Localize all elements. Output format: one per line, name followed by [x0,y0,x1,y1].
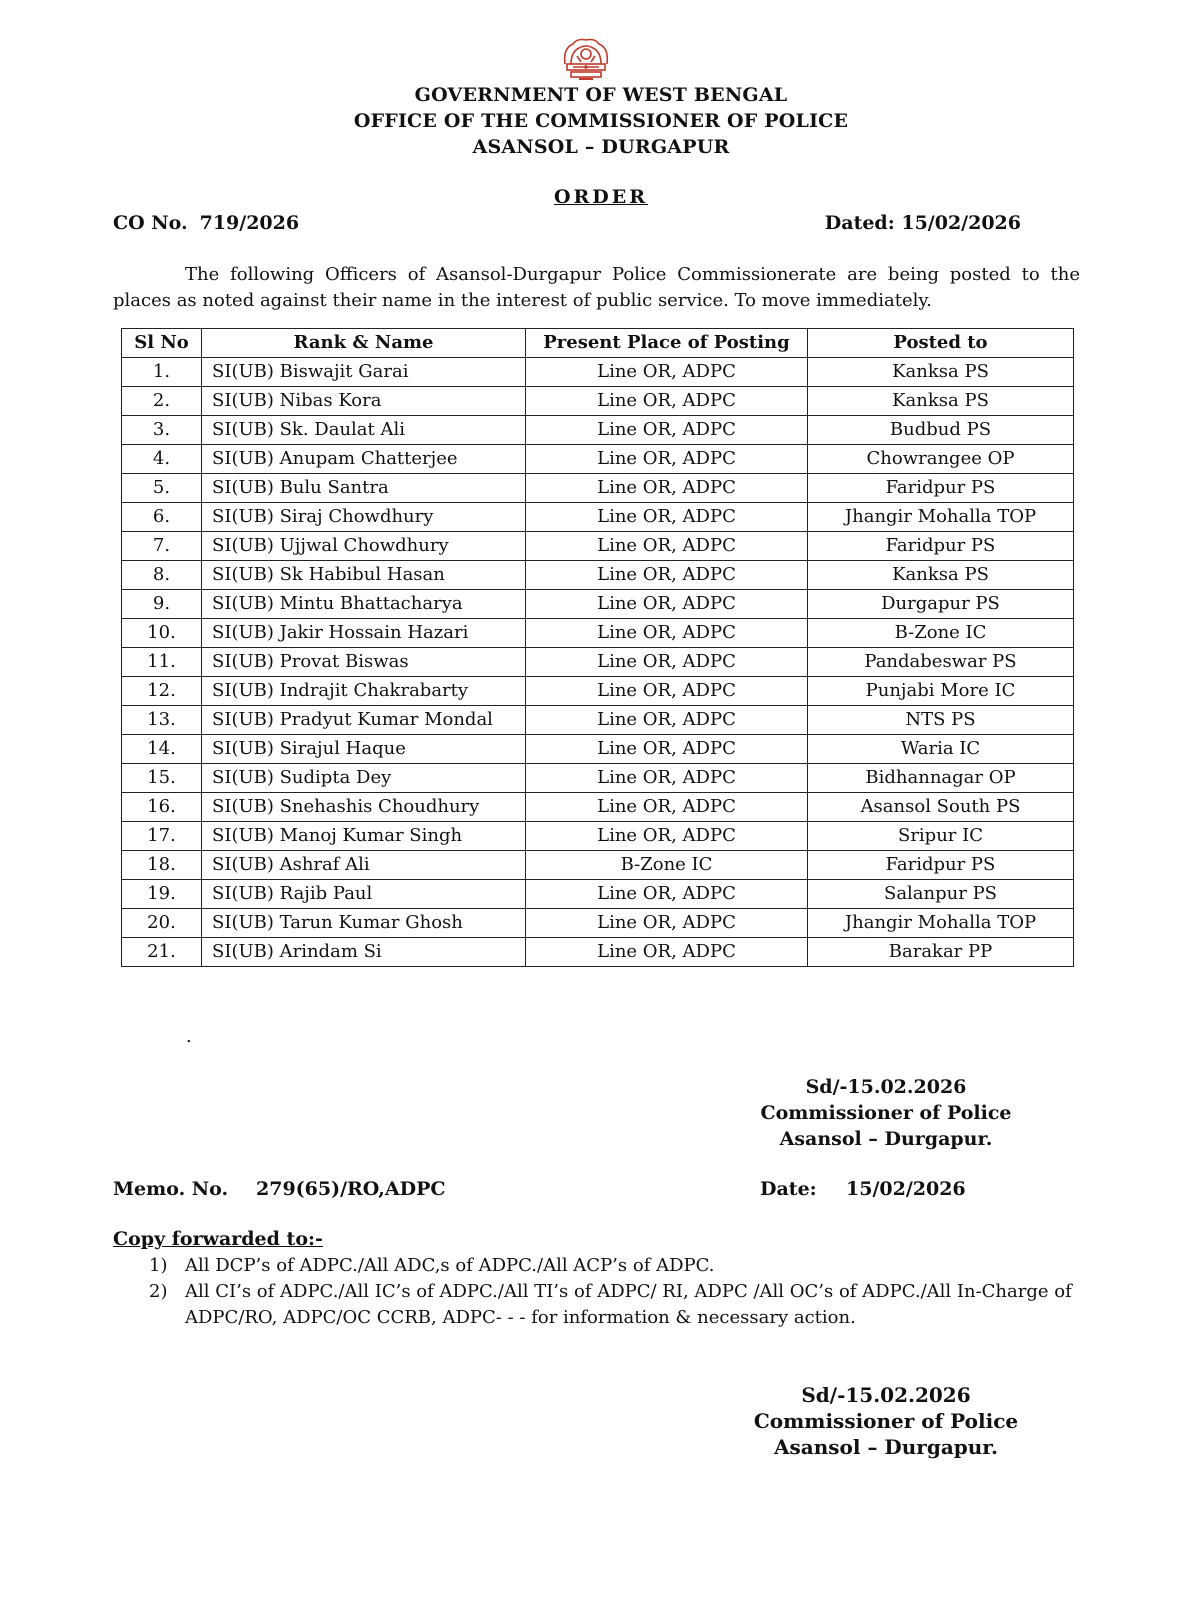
row-present-posting: Line OR, ADPC [526,387,808,416]
postings-table [121,328,1074,967]
list-item-number: 1) [149,1255,168,1276]
row-posted-to: Faridpur PS [808,532,1074,561]
row-rank-name: SI(UB) Sk. Daulat Ali [202,416,526,445]
row-posted-to: Kanksa PS [808,387,1074,416]
table-row [122,503,1074,532]
row-present-posting: Line OR, ADPC [526,648,808,677]
row-rank-name: SI(UB) Manoj Kumar Singh [202,822,526,851]
table-header-row [122,329,1074,358]
table-row [122,793,1074,822]
table-row [122,677,1074,706]
row-rank-name: SI(UB) Indrajit Chakrabarty [202,677,526,706]
row-rank-name: SI(UB) Nibas Kora [202,387,526,416]
table-row [122,851,1074,880]
row-rank-name: SI(UB) Siraj Chowdhury [202,503,526,532]
row-sl-no: 19. [122,880,202,909]
row-posted-to: Sripur IC [808,822,1074,851]
row-sl-no: 10. [122,619,202,648]
row-rank-name: SI(UB) Mintu Bhattacharya [202,590,526,619]
signature-block-2 [736,1382,1036,1460]
row-rank-name: SI(UB) Sudipta Dey [202,764,526,793]
table-row [122,387,1074,416]
table-row [122,590,1074,619]
row-rank-name: SI(UB) Ujjwal Chowdhury [202,532,526,561]
signature-office: Asansol – Durgapur. [779,1128,993,1150]
row-posted-to: NTS PS [808,706,1074,735]
row-rank-name: SI(UB) Jakir Hossain Hazari [202,619,526,648]
row-posted-to: Punjabi More IC [808,677,1074,706]
header-line-1: GOVERNMENT OF WEST BENGAL [414,84,788,106]
row-present-posting: Line OR, ADPC [526,706,808,735]
row-present-posting: Line OR, ADPC [526,590,808,619]
memo-line [113,1178,993,1200]
row-sl-no: 8. [122,561,202,590]
row-rank-name: SI(UB) Anupam Chatterjee [202,445,526,474]
table-row [122,706,1074,735]
table-row [122,532,1074,561]
row-present-posting: Line OR, ADPC [526,474,808,503]
memo-date: 15/02/2026 [846,1178,966,1200]
table-row [122,909,1074,938]
memo-number: 279(65)/RO,ADPC [256,1178,446,1200]
row-sl-no: 15. [122,764,202,793]
row-sl-no: 12. [122,677,202,706]
row-posted-to: Kanksa PS [808,358,1074,387]
signature-date: Sd/-15.02.2026 [805,1076,967,1098]
row-sl-no: 11. [122,648,202,677]
table-row [122,619,1074,648]
row-posted-to: Chowrangee OP [808,445,1074,474]
row-posted-to: Salanpur PS [808,880,1074,909]
row-rank-name: SI(UB) Arindam Si [202,938,526,967]
list-item-text: All DCP’s of ADPC./All ADC,s of ADPC./All ACP’s of ADPC. [185,1255,715,1276]
list-item [113,1279,1080,1331]
row-present-posting: B-Zone IC [526,851,808,880]
row-posted-to: Durgapur PS [808,590,1074,619]
table-row [122,735,1074,764]
row-posted-to: Budbud PS [808,416,1074,445]
row-posted-to: Bidhannagar OP [808,764,1074,793]
row-sl-no: 5. [122,474,202,503]
row-sl-no: 17. [122,822,202,851]
row-sl-no: 18. [122,851,202,880]
list-item [113,1253,1080,1279]
row-sl-no: 20. [122,909,202,938]
row-rank-name: SI(UB) Pradyut Kumar Mondal [202,706,526,735]
co-number-line [113,212,1021,234]
row-rank-name: SI(UB) Tarun Kumar Ghosh [202,909,526,938]
row-rank-name: SI(UB) Sk Habibul Hasan [202,561,526,590]
row-sl-no: 3. [122,416,202,445]
row-sl-no: 6. [122,503,202,532]
row-rank-name: SI(UB) Ashraf Ali [202,851,526,880]
table-row [122,648,1074,677]
table-row [122,561,1074,590]
row-sl-no: 21. [122,938,202,967]
table-row [122,474,1074,503]
copy-forwarded-heading: Copy forwarded to:- [113,1228,323,1250]
memo-label: Memo. No. [113,1178,229,1200]
row-rank-name: SI(UB) Bulu Santra [202,474,526,503]
signature-date: Sd/-15.02.2026 [801,1383,971,1407]
row-posted-to: Barakar PP [808,938,1074,967]
row-present-posting: Line OR, ADPC [526,793,808,822]
row-sl-no: 14. [122,735,202,764]
table-row [122,358,1074,387]
row-sl-no: 9. [122,590,202,619]
row-posted-to: Waria IC [808,735,1074,764]
row-posted-to: B-Zone IC [808,619,1074,648]
row-present-posting: Line OR, ADPC [526,735,808,764]
list-item-text: All CI’s of ADPC./All IC’s of ADPC./All TI’s of ADPC/ RI, ADPC /All OC’s of ADPC./All In-Charge of ADPC/RO, ADPC/OC CCRB, ADPC- - - for information & necessary action. [185,1281,1072,1328]
row-present-posting: Line OR, ADPC [526,503,808,532]
copy-forwarded-list [113,1253,1080,1331]
col-present-posting: Present Place of Posting [526,329,808,358]
memo-date-label: Date: [760,1178,817,1200]
signature-designation: Commissioner of Police [760,1102,1012,1124]
row-present-posting: Line OR, ADPC [526,358,808,387]
row-present-posting: Line OR, ADPC [526,909,808,938]
header-line-2: OFFICE OF THE COMMISSIONER OF POLICE [353,110,849,132]
state-emblem-icon [555,34,617,82]
row-rank-name: SI(UB) Biswajit Garai [202,358,526,387]
row-sl-no: 7. [122,532,202,561]
row-posted-to: Asansol South PS [808,793,1074,822]
row-present-posting: Line OR, ADPC [526,561,808,590]
list-item-number: 2) [149,1281,168,1302]
row-present-posting: Line OR, ADPC [526,532,808,561]
row-rank-name: SI(UB) Provat Biswas [202,648,526,677]
row-posted-to: Jhangir Mohalla TOP [808,503,1074,532]
table-row [122,445,1074,474]
signature-designation: Commissioner of Police [753,1409,1019,1433]
row-present-posting: Line OR, ADPC [526,445,808,474]
row-present-posting: Line OR, ADPC [526,880,808,909]
intro-paragraph: The following Officers of Asansol-Durgapur Police Commissionerate are being posted to the places as noted against their name in the interest of public service. To move immediately. [113,264,1080,311]
col-sl-no: Sl No [122,329,202,358]
row-rank-name: SI(UB) Rajib Paul [202,880,526,909]
col-posted-to: Posted to [808,329,1074,358]
table-row [122,822,1074,851]
order-date: Dated: 15/02/2026 [824,212,1021,234]
row-posted-to: Faridpur PS [808,851,1074,880]
row-present-posting: Line OR, ADPC [526,416,808,445]
signature-office: Asansol – Durgapur. [774,1435,998,1459]
table-row [122,938,1074,967]
table-row [122,764,1074,793]
co-value: 719/2026 [199,212,300,234]
stray-mark: . [186,1026,192,1047]
header-line-3: ASANSOL – DURGAPUR [472,136,730,158]
row-posted-to: Pandabeswar PS [808,648,1074,677]
order-title: ORDER [553,186,649,208]
row-present-posting: Line OR, ADPC [526,619,808,648]
row-sl-no: 2. [122,387,202,416]
signature-block-1 [736,1074,1036,1152]
row-rank-name: SI(UB) Sirajul Haque [202,735,526,764]
row-posted-to: Faridpur PS [808,474,1074,503]
row-present-posting: Line OR, ADPC [526,677,808,706]
row-sl-no: 13. [122,706,202,735]
row-sl-no: 16. [122,793,202,822]
row-posted-to: Jhangir Mohalla TOP [808,909,1074,938]
row-rank-name: SI(UB) Snehashis Choudhury [202,793,526,822]
col-rank-name: Rank & Name [202,329,526,358]
row-present-posting: Line OR, ADPC [526,822,808,851]
co-label: CO No. [113,212,188,234]
row-present-posting: Line OR, ADPC [526,764,808,793]
row-sl-no: 1. [122,358,202,387]
row-posted-to: Kanksa PS [808,561,1074,590]
table-row [122,880,1074,909]
row-sl-no: 4. [122,445,202,474]
table-row [122,416,1074,445]
row-present-posting: Line OR, ADPC [526,938,808,967]
